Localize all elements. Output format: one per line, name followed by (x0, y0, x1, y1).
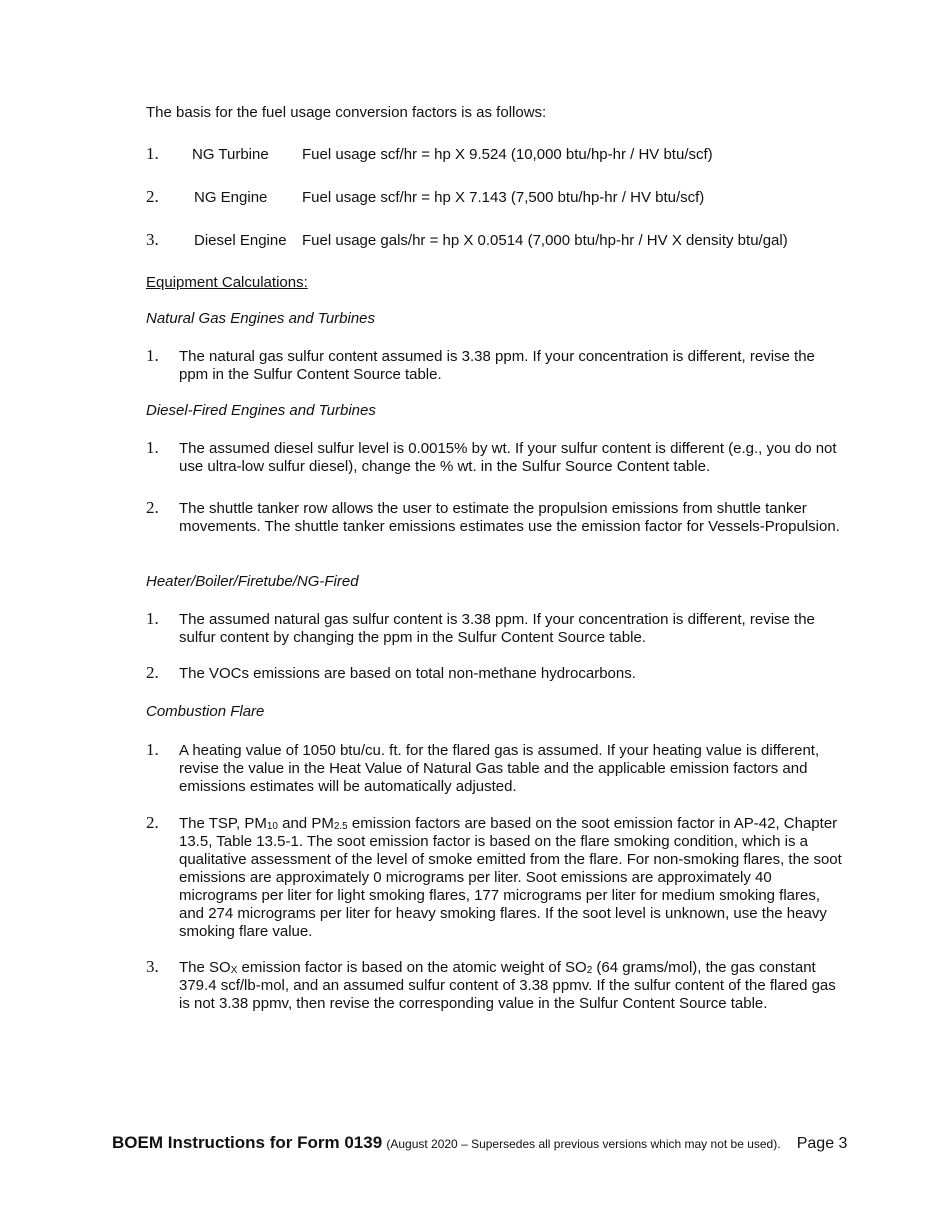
item-number: 2. (146, 663, 159, 682)
item-number: 3. (146, 957, 159, 976)
footer-note: (August 2020 – Supersedes all previous versions which may not be used). (386, 1137, 781, 1151)
item-number: 2. (146, 498, 159, 517)
factor-type: Diesel Engine (194, 232, 287, 249)
item-number: 2. (146, 813, 159, 832)
item-text: A heating value of 1050 btu/cu. ft. for the flared gas is assumed. If your heating value is different, revise the value in the Heat Value of Natural Gas table and the applicable emission factors and emissions estimates will be automatically adjusted. (179, 742, 820, 795)
list-item (146, 815, 846, 941)
list-item (146, 665, 846, 683)
item-text: The $SO_X$ emission factor is based on the atomic weight of $SO_2$ (64 grams/mol), the gas constant 379.4 scf/lb-mol, and an assumed sulfur content of 3.38 ppmv. If the sulfur content of the flared gas is not 3.38 ppmv, then revise the corresponding value in the Sulfur Content Source table. (179, 959, 836, 1012)
list-item (146, 440, 846, 476)
page-footer (112, 1133, 847, 1153)
item-text: The VOCs emissions are based on total non-methane hydrocarbons. (179, 665, 636, 682)
factor-number: 3. (146, 230, 159, 249)
factor-number: 2. (146, 187, 159, 206)
factor-type: NG Turbine (192, 146, 269, 163)
subsection-title: Combustion Flare (146, 703, 265, 720)
factor-number: 1. (146, 144, 159, 163)
item-text: The shuttle tanker row allows the user to estimate the propulsion emissions from shuttle tanker movements. The shuttle tanker emissions estimates use the emission factor for Vessels-Propulsion. (179, 500, 840, 535)
item-number: 1. (146, 346, 159, 365)
item-text: The TSP, $PM_{10}$ and $PM_{2.5}$ emission factors are based on the soot emission factor in AP-42, Chapter 13.5, Table 13.5-1. The soot emission factor is based on the flare smoking condition, which is a qualitative assessment of the level of smoke emitted from the flare. For non-smoking flares, the soot emissions are approximately 0 micrograms per liter. Soot emissions are approximately 40 micrograms per liter for light smoking flares, 177 micrograms per liter for medium smoking flares, and 274 micrograms per liter for heavy smoking flares. If the soot level is unknown, use the heavy smoking flare value. (179, 815, 842, 940)
item-text: The assumed diesel sulfur level is 0.0015% by wt. If your sulfur content is different (e.g., you do not use ultra-low sulfur diesel), change the % wt. in the Sulfur Source Content table. (179, 440, 837, 475)
list-item (146, 959, 846, 1013)
factor-equation: Fuel usage scf/hr = hp X 9.524 (10,000 btu/hp-hr / HV btu/scf) (302, 146, 713, 163)
page-number: Page 3 (796, 1135, 848, 1152)
list-item (146, 611, 846, 647)
item-text: The assumed natural gas sulfur content is 3.38 ppm. If your concentration is different, revise the sulfur content by changing the ppm in the Sulfur Content Source table. (179, 611, 815, 646)
item-number: 1. (146, 740, 159, 759)
factor-type: NG Engine (194, 189, 268, 206)
subsection-title: Natural Gas Engines and Turbines (146, 310, 376, 327)
subsection-title: Heater/Boiler/Firetube/NG-Fired (146, 573, 359, 590)
footer-title: BOEM Instructions for Form 0139 (112, 1133, 383, 1152)
list-item (146, 500, 846, 536)
item-text: The natural gas sulfur content assumed is 3.38 ppm. If your concentration is different, revise the ppm in the Sulfur Content Source table. (179, 348, 815, 383)
factor-equation: Fuel usage gals/hr = hp X 0.0514 (7,000 btu/hp-hr / HV X density btu/gal) (302, 232, 788, 249)
intro-text: The basis for the fuel usage conversion factors is as follows: (146, 104, 547, 121)
item-number: 1. (146, 438, 159, 457)
subsection-title: Diesel-Fired Engines and Turbines (146, 402, 376, 419)
factor-equation: Fuel usage scf/hr = hp X 7.143 (7,500 btu/hp-hr / HV btu/scf) (302, 189, 705, 206)
item-number: 1. (146, 609, 159, 628)
list-item (146, 742, 846, 796)
list-item (146, 348, 846, 384)
section-heading: Equipment Calculations: (146, 274, 308, 291)
